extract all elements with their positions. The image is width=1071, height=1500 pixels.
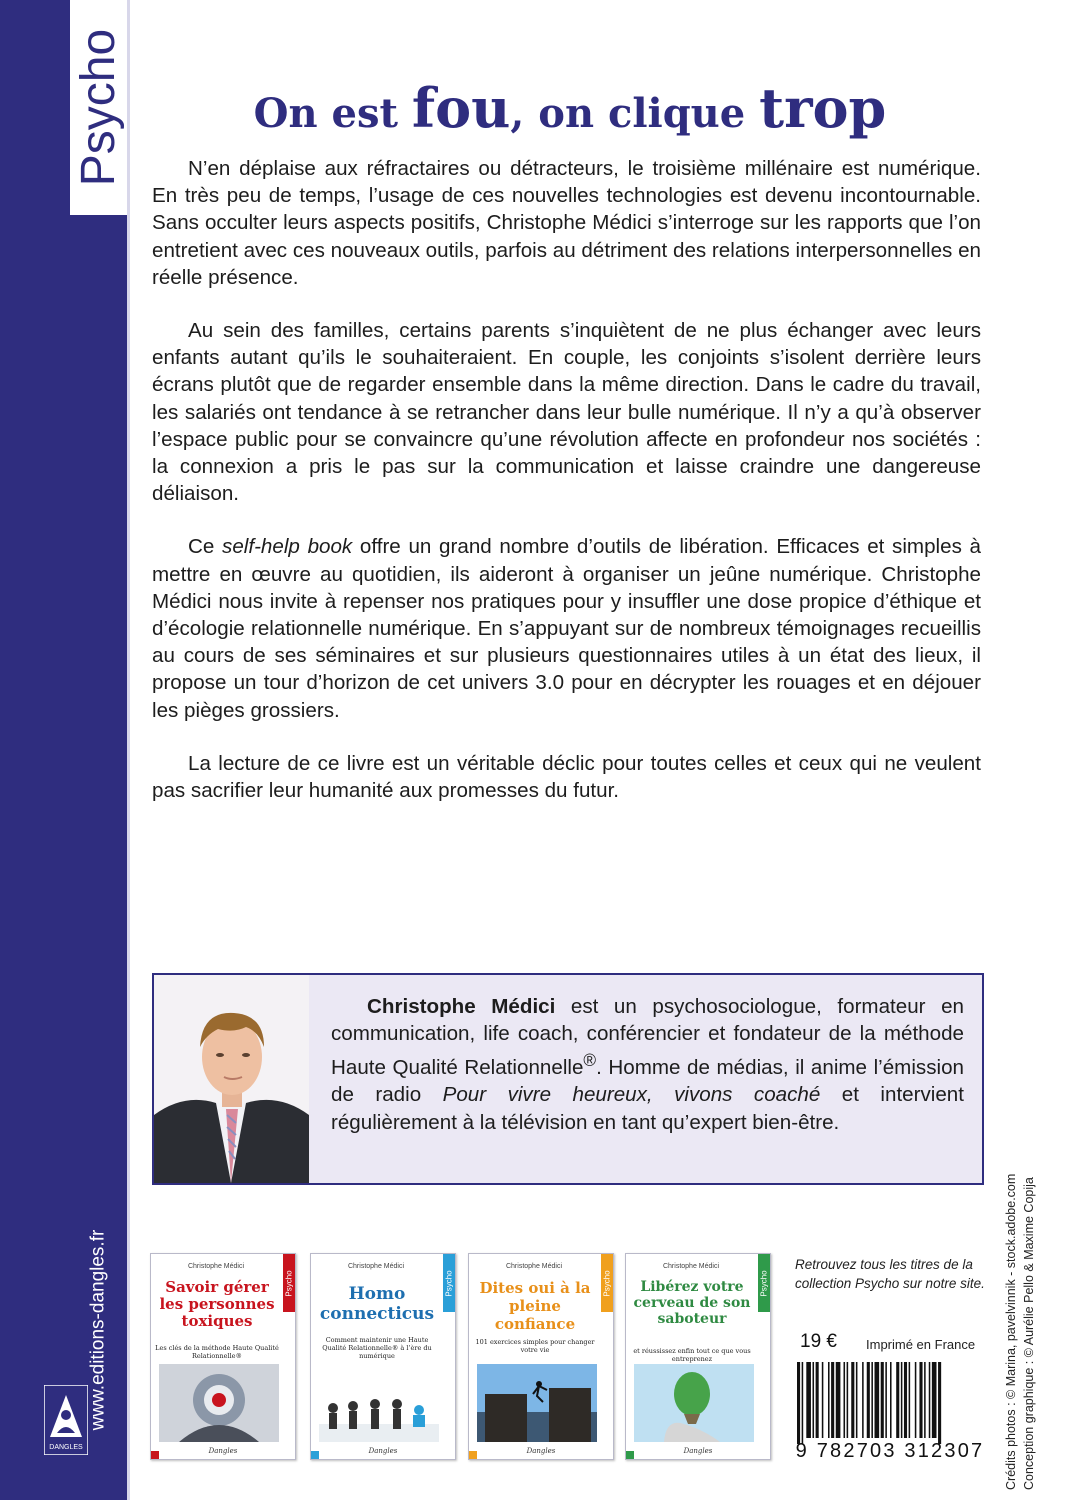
title-emphasis: fou	[411, 76, 511, 140]
book-author: Christophe Médici	[662, 1263, 720, 1270]
price: 19 €	[800, 1331, 837, 1352]
title-part: On est	[253, 90, 412, 137]
barcode-bar	[816, 1362, 819, 1438]
publisher-logo	[44, 1385, 88, 1455]
related-books	[150, 1253, 775, 1458]
book-title: Libérez votre cerveau de son saboteur	[633, 1279, 751, 1327]
book-author: Christophe Médici	[347, 1263, 405, 1270]
barcode-bar	[929, 1362, 931, 1438]
book-cover-image	[477, 1364, 597, 1442]
author-bio	[309, 975, 982, 1183]
barcode-bar	[904, 1362, 907, 1438]
book-tag	[283, 1254, 295, 1312]
book-tag	[758, 1254, 770, 1312]
book-tag	[601, 1254, 613, 1312]
book-corner	[311, 1451, 319, 1459]
registered-mark: ®	[583, 1050, 597, 1071]
blurb-text: offre un grand nombre d’outils de libération. Efficaces et simples à mettre en œuvre au quotidien, ils aideront à organiser un jeûne numérique. Christophe Médici nous invite à repenser nos pratiques pour y insuffler une dose propice d’éthique et d’écologie relationnelle numérique. En s’appuyant sur de nombreux témoignages recueillis au cours de ses séminaires et sur plusieurs questionnaires utiles à un état des lieux, il propose un tour d’horizon de cet univers 3.0 pour en décrypter les rouages et en déjouer les pièges grossiers.	[152, 535, 982, 722]
barcode-bar	[885, 1362, 887, 1438]
blurb-paragraph-3	[152, 533, 981, 723]
blurb-paragraph-4: La lecture de ce livre est un véritable déclic pour toutes celles et ceux qui ne veulent pas sacrifier leur humanité aux promesses du futur.	[152, 751, 981, 803]
barcode-bar	[836, 1362, 841, 1438]
book-subtitle: Comment maintenir une Haute Qualité Relationnelle® à l’ère du numérique	[322, 1336, 432, 1360]
book-tag-text: Psycho	[284, 1269, 294, 1297]
book-publisher: Dangles	[526, 1447, 556, 1455]
credits-line-1: Crédits photos : © Marina, pavelvinnik - stock.adobe.com	[1004, 1173, 1018, 1490]
barcode-bar	[856, 1362, 858, 1438]
barcode-bar	[919, 1362, 922, 1438]
isbn-number: 9 782703 312307	[795, 1440, 985, 1462]
book-tag-text: Psycho	[759, 1269, 769, 1297]
credits-line-2: Conception graphique : © Aurélie Pello & Maxime Copija	[1022, 1177, 1036, 1490]
author-bio-part: est un psychosociologue, formateur en communication, life coach, conférencier et fondateur de la méthode Haute Qualité Relationnelle	[331, 995, 964, 1080]
barcode-bar	[901, 1362, 903, 1438]
book-publisher: Dangles	[683, 1447, 713, 1455]
title-emphasis: trop	[759, 76, 887, 140]
author-photo	[154, 975, 309, 1183]
barcode-bar	[932, 1362, 937, 1438]
blurb	[152, 155, 981, 830]
book-subtitle: Les clés de la méthode Haute Qualité Relationnelle®	[155, 1344, 279, 1360]
barcode-bar	[802, 1362, 804, 1444]
book-tag-text: Psycho	[444, 1269, 454, 1297]
logo-text: DANGLES	[49, 1444, 83, 1451]
book-cover-image	[159, 1364, 279, 1442]
book-cover-image	[634, 1364, 754, 1442]
book-corner	[626, 1451, 634, 1459]
blurb-text: Ce	[188, 535, 223, 559]
book-title: Homo connecticus	[319, 1284, 435, 1324]
credits	[996, 1070, 1056, 1490]
blurb-italic: self-help book	[222, 535, 353, 559]
barcode-bar	[847, 1362, 849, 1438]
barcode-bar	[924, 1362, 926, 1438]
barcode-bar	[831, 1362, 834, 1438]
book-title: Dites oui à la pleine confiance	[479, 1279, 591, 1333]
barcode-bar	[822, 1362, 824, 1438]
barcode-bar	[938, 1362, 941, 1444]
blurb-paragraph-1: N’en déplaise aux réfractaires ou détracteurs, le troisième millénaire est numérique. En très peu de temps, l’usage de ces nouvelles technologies est devenu incontournable. Sans occulter leurs aspects positifs, Christophe Médici s’interroge sur les rapports que l’on entretient avec ces nouveaux outils, parfois au détriment des relations interpersonnelles en réelle présence.	[152, 157, 981, 289]
book-cover-4[interactable]	[625, 1253, 771, 1460]
barcode-bar	[797, 1362, 800, 1444]
book-title: Savoir gérer les personnes toxiques	[159, 1278, 275, 1330]
book-publisher: Dangles	[368, 1447, 398, 1455]
barcode-bar	[806, 1362, 811, 1438]
barcode-bar	[828, 1362, 830, 1438]
book-subtitle: 101 exercices simples pour changer votre vie	[475, 1338, 595, 1354]
book-cover-1[interactable]	[150, 1253, 296, 1460]
radio-show-title: Pour vivre heureux, vivons coaché	[442, 1083, 821, 1107]
author-bio-part: et intervient régulièrement à la télévision en tant qu’expert bien-être.	[331, 1083, 964, 1134]
website-text: www.editions-dangles.fr	[87, 1229, 109, 1431]
book-cover-image	[319, 1364, 439, 1442]
book-author: Christophe Médici	[187, 1263, 245, 1270]
author-bio-part: . Homme de médias, il anime l’émission de radio	[331, 1056, 964, 1107]
barcode	[793, 1362, 987, 1444]
barcode-bar	[867, 1362, 870, 1438]
book-subtitle: et réussissez enfin tout ce que vous entreprenez	[633, 1347, 751, 1363]
book-publisher: Dangles	[208, 1447, 238, 1455]
author-bio-text	[331, 993, 964, 1136]
barcode-bar	[890, 1362, 892, 1438]
book-tag-text: Psycho	[602, 1269, 612, 1297]
barcode-bar	[896, 1362, 899, 1438]
book-tag	[443, 1254, 455, 1312]
barcode-bar	[862, 1362, 864, 1438]
barcode-bar	[875, 1362, 880, 1438]
barcode-bar	[813, 1362, 815, 1438]
book-author: Christophe Médici	[505, 1263, 563, 1270]
barcode-bar	[871, 1362, 873, 1438]
printed-in: Imprimé en France	[866, 1337, 976, 1352]
book-cover-2[interactable]	[310, 1253, 456, 1460]
book-corner	[469, 1451, 477, 1459]
collection-label-text: Psycho	[72, 28, 125, 187]
barcode-bar	[881, 1362, 884, 1438]
barcode-bar	[909, 1362, 911, 1438]
collection-note: Retrouvez tous les titres de la collection Psycho sur notre site.	[795, 1257, 985, 1291]
title-part: , on clique	[510, 90, 760, 137]
author-box	[152, 973, 984, 1185]
barcode-bar	[915, 1362, 917, 1438]
author-name: Christophe Médici	[367, 995, 556, 1018]
barcode-bar	[851, 1362, 854, 1438]
collection-label	[70, 0, 127, 215]
book-corner	[151, 1451, 159, 1459]
book-title	[140, 76, 1000, 142]
barcode-bar	[844, 1362, 846, 1438]
book-cover-3[interactable]	[468, 1253, 614, 1460]
blurb-paragraph-2: Au sein des familles, certains parents s’inquiètent de ne plus échanger avec leurs enfants autant qu’ils le souhaiteraient. En couple, les conjoints s’isolent derrière leurs écrans plutôt que de regarder ensemble dans la même direction. Dans le cadre du travail, les salariés ont tendance à se retrancher dans leur bulle numérique. Il n’y a qu’à observer l’espace public pour se convaincre qu’une révolution affecte en profondeur nos sociétés : la connexion a pris le pas sur la communication et laisse craindre une dangereuse déliaison.	[152, 319, 981, 506]
